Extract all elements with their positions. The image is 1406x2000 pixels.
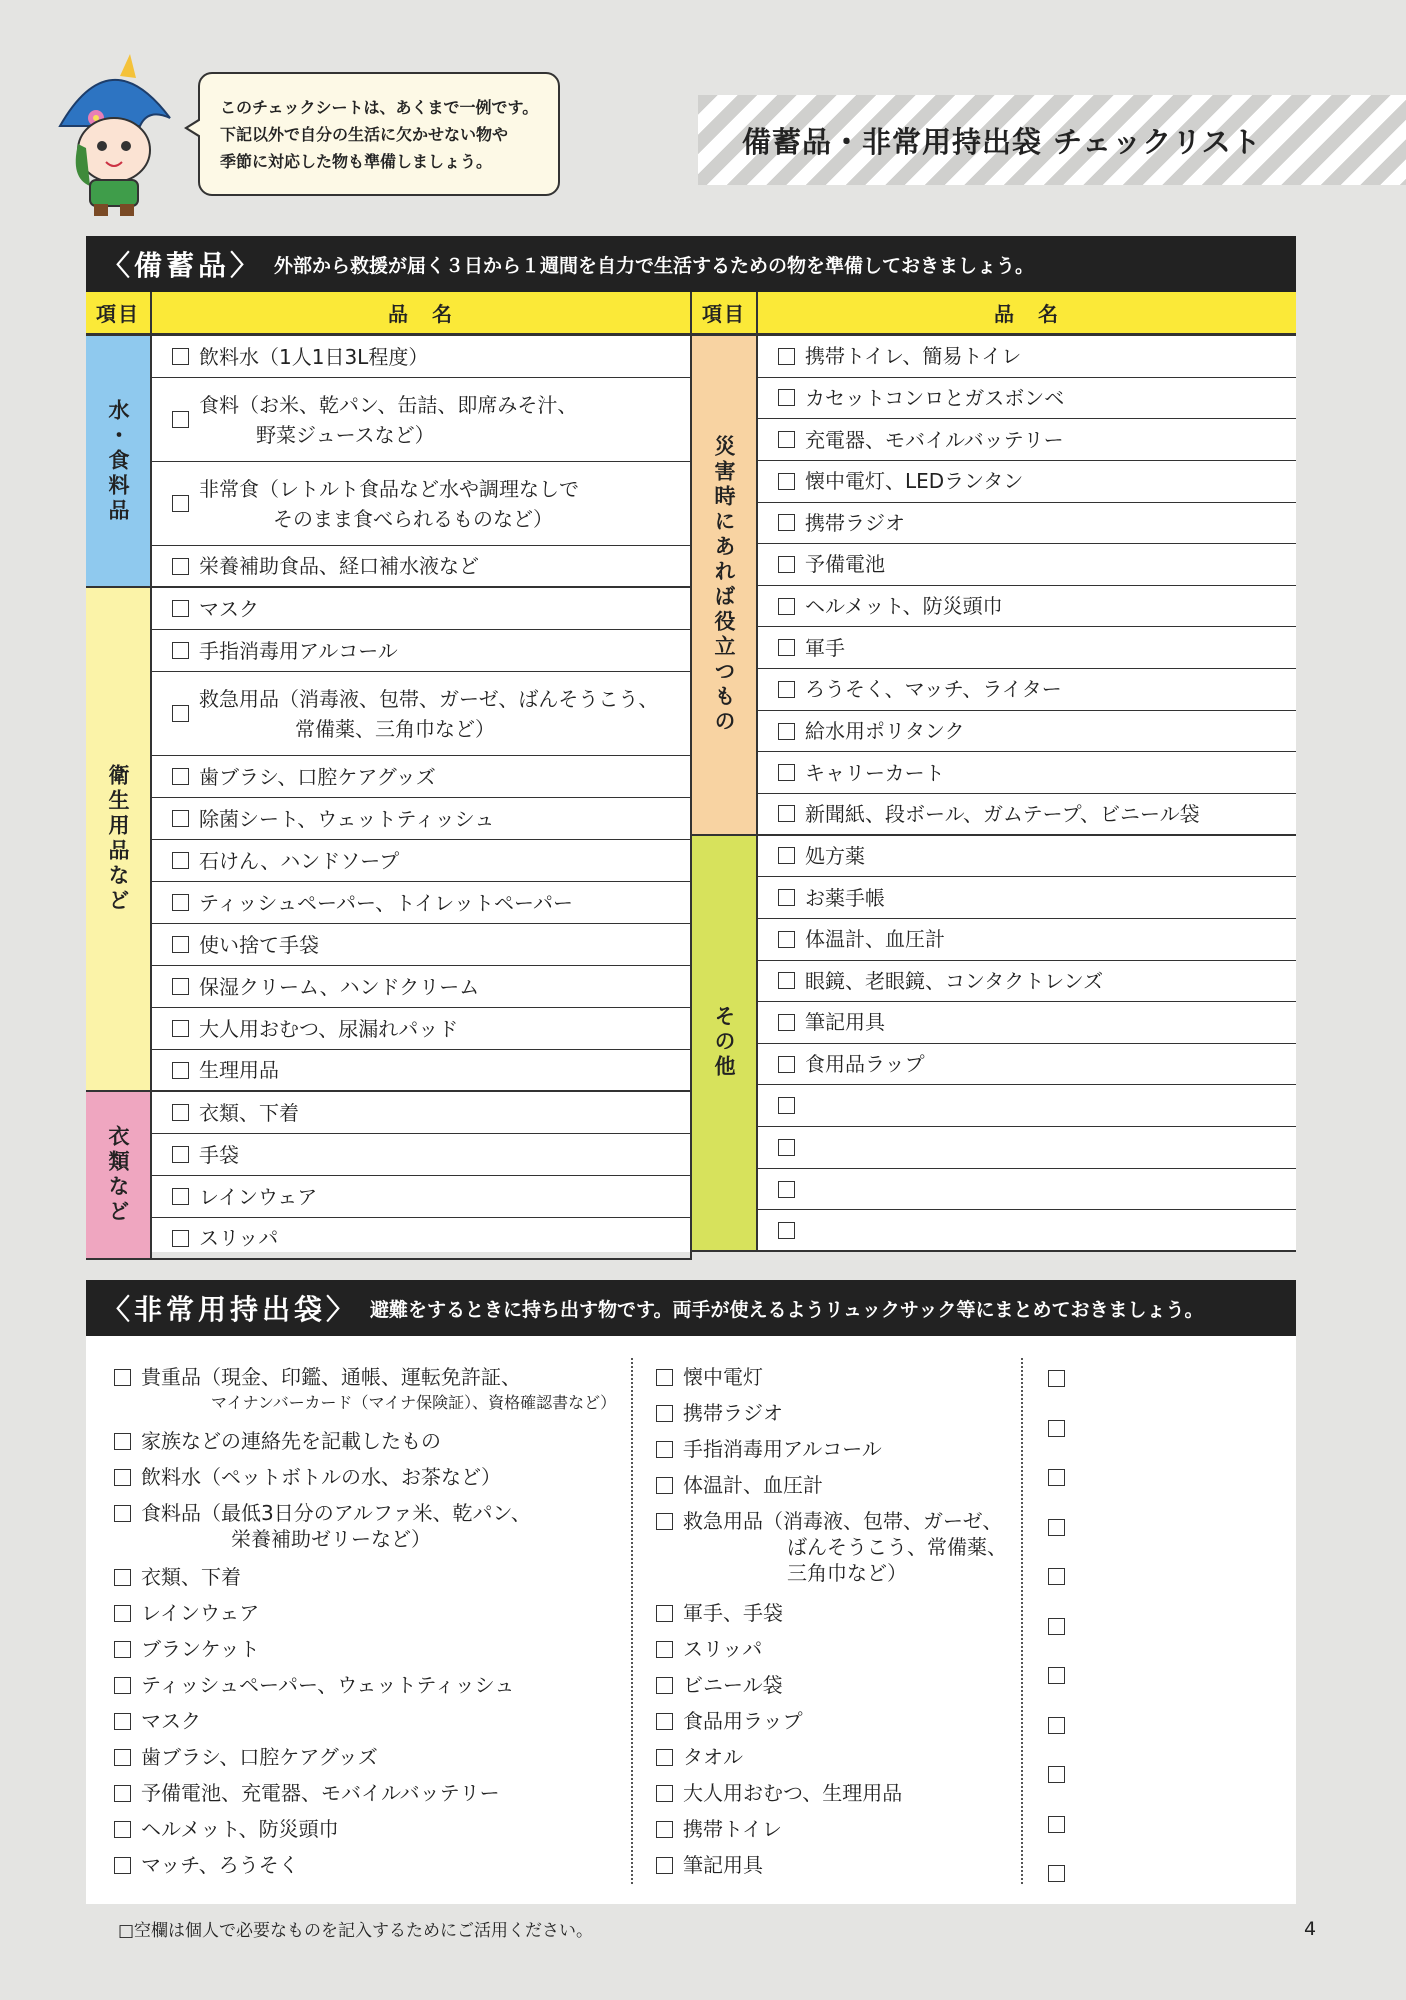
checklist-row [152, 1134, 692, 1176]
item-label-line: 予備電池、充電器、モバイルバッテリー [141, 1781, 500, 1805]
item-label-line: マスク [199, 596, 259, 621]
checklist-row [758, 877, 1296, 919]
category-label: 衛生用品など [106, 764, 130, 914]
checkbox[interactable] [778, 389, 795, 406]
checklist-item [656, 1816, 782, 1842]
checkbox[interactable] [172, 600, 189, 617]
item-label-line: ティッシュペーパー、トイレットペーパー [199, 890, 573, 915]
item-label [141, 1428, 441, 1454]
speech-bubble [198, 72, 560, 196]
item-label-line: ビニール袋 [683, 1673, 783, 1697]
item-label-line: 携帯トイレ [683, 1817, 782, 1841]
checklist-item [114, 1564, 241, 1590]
item-label-line: 救急用品（消毒液、包帯、ガーゼ、ばんそうこう、 [199, 686, 659, 711]
checkbox[interactable] [172, 348, 189, 365]
item-label [683, 1780, 902, 1806]
page-title: 備蓄品・非常用持出袋 チェックリスト [742, 125, 1262, 159]
item-label [199, 1014, 458, 1044]
item-label [141, 1780, 500, 1806]
item-label [141, 1500, 531, 1552]
checklist-item [656, 1400, 783, 1426]
item-label [683, 1852, 763, 1878]
item-label-line: 石けん、ハンドソープ [199, 848, 400, 873]
checklist-row [758, 794, 1296, 836]
item-label-line: 家族などの連絡先を記載したもの [141, 1429, 441, 1453]
item-label-line: 保湿クリーム、ハンドクリーム [199, 974, 480, 999]
blank-checkbox[interactable] [1048, 1469, 1065, 1486]
item-label [199, 636, 398, 666]
checklist-item [656, 1672, 783, 1698]
checklist-row [758, 461, 1296, 503]
item-label [683, 1744, 743, 1770]
item-label [141, 1708, 201, 1734]
item-label-line: そのまま食べられるものなど） [273, 506, 553, 531]
item-label-line: 常備薬、三角巾など） [295, 716, 495, 741]
item-label [199, 972, 479, 1002]
checklist-row [152, 1050, 692, 1092]
checklist-row [152, 546, 692, 588]
checkbox[interactable] [114, 1433, 131, 1450]
item-label-line: 栄養補助食品、経口補水液など [199, 554, 479, 578]
checkbox[interactable] [656, 1441, 673, 1458]
checklist-row [152, 756, 692, 798]
col-header-item-right: 項目 [692, 292, 758, 336]
emergency-bag-description: 避難をするときに持ち出す物です。両手が使えるようリュックサック等にまとめておきましょう。 [370, 1298, 1204, 1321]
checkbox[interactable] [114, 1749, 131, 1766]
category-other [692, 836, 758, 1252]
item-label [683, 1364, 763, 1390]
category-label: 水・食料品 [106, 398, 130, 524]
item-label-line: レインウェア [199, 1184, 318, 1209]
checklist-item [114, 1464, 501, 1490]
checklist-item [114, 1852, 299, 1878]
checkbox[interactable] [656, 1641, 673, 1658]
item-label-line: 非常食（レトルト食品など水や調理なしで [199, 476, 579, 501]
checkbox[interactable] [114, 1505, 131, 1522]
checklist-row [152, 1008, 692, 1050]
checklist-row [758, 1210, 1296, 1252]
item-label-line: 除菌シート、ウェットティッシュ [199, 806, 495, 831]
checklist-row [152, 378, 692, 462]
checkbox[interactable] [656, 1477, 673, 1494]
item-label: 食用品ラップ [805, 1052, 925, 1077]
item-label: 新聞紙、段ボール、ガムテープ、ビニール袋 [805, 801, 1200, 826]
checklist-item [114, 1500, 531, 1552]
item-label [199, 1223, 278, 1253]
item-label: ろうそく、マッチ、ライター [805, 677, 1062, 702]
checkbox[interactable] [114, 1641, 131, 1658]
item-label-line: 食料品（最低3日分のアルファ米、乾パン、 [141, 1501, 531, 1525]
checkbox[interactable] [172, 1104, 189, 1121]
item-label: 眼鏡、老眼鏡、コンタクトレンズ [805, 968, 1104, 993]
checkbox[interactable] [656, 1605, 673, 1622]
category-label: 災害時にあれば役立つもの [712, 434, 736, 735]
checkbox[interactable] [656, 1405, 673, 1422]
checklist-row [152, 1218, 692, 1260]
checkbox[interactable] [778, 1097, 795, 1114]
checklist-row [758, 836, 1296, 878]
item-label-line: 貴重品（現金、印鑑、通帳、運転免許証、 [141, 1365, 521, 1389]
item-label-line: 飲料水（ペットボトルの水、お茶など） [141, 1465, 501, 1489]
checkbox[interactable] [172, 495, 189, 512]
item-label-line: 衣類、下着 [199, 1100, 299, 1125]
checklist-row [758, 1127, 1296, 1169]
dotted-divider [1021, 1358, 1023, 1884]
checklist-item [656, 1852, 763, 1878]
checkbox[interactable] [172, 768, 189, 785]
item-label: 軍手 [805, 635, 845, 660]
item-label-line: 衣類、下着 [141, 1565, 241, 1589]
checklist-row [758, 503, 1296, 545]
item-label [683, 1400, 783, 1426]
checklist-row [758, 1085, 1296, 1127]
checkbox[interactable] [172, 810, 189, 827]
stockpile-section-header [86, 236, 1296, 292]
checkbox[interactable] [778, 931, 795, 948]
checkbox[interactable] [114, 1677, 131, 1694]
item-label-line: 手袋 [199, 1142, 239, 1167]
checklist-row [152, 840, 692, 882]
item-label [199, 762, 436, 792]
checkbox[interactable] [656, 1369, 673, 1386]
checkbox[interactable] [778, 348, 795, 365]
item-label [141, 1852, 299, 1878]
checkbox[interactable] [172, 1146, 189, 1163]
checklist-item [114, 1672, 514, 1698]
checklist-item [656, 1508, 1007, 1586]
item-label [199, 390, 577, 450]
item-label [199, 1055, 279, 1085]
blank-checkbox[interactable] [1048, 1420, 1065, 1437]
checkbox[interactable] [778, 972, 795, 989]
checklist-item [114, 1780, 500, 1806]
item-label-line: タオル [683, 1745, 743, 1769]
checkbox[interactable] [778, 805, 795, 822]
checklist-item [656, 1708, 803, 1734]
checklist-row [152, 966, 692, 1008]
checklist-item [114, 1816, 339, 1842]
item-label-line: 使い捨て手袋 [199, 932, 319, 957]
checkbox[interactable] [778, 639, 795, 656]
checklist-item [114, 1428, 441, 1454]
item-label-line: レインウェア [141, 1601, 260, 1625]
checklist-row [758, 336, 1296, 378]
checkbox[interactable] [114, 1469, 131, 1486]
item-label [141, 1744, 378, 1770]
item-label-line: マッチ、ろうそく [141, 1853, 299, 1877]
checklist-row [758, 1002, 1296, 1044]
checkbox[interactable] [172, 1062, 189, 1079]
speech-line: 下記以外で自分の生活に欠かせない物や [220, 125, 509, 144]
item-label-line: ブランケット [141, 1637, 260, 1661]
checkbox[interactable] [778, 1014, 795, 1031]
checklist-row [758, 669, 1296, 711]
item-label-line: 三角巾など） [787, 1561, 907, 1585]
blank-checkbox[interactable] [1048, 1766, 1065, 1783]
checkbox[interactable] [114, 1857, 131, 1874]
col-header-item-left: 項目 [86, 292, 152, 336]
item-label [199, 1182, 317, 1212]
item-label-line: 懐中電灯 [683, 1365, 763, 1389]
item-label [683, 1436, 882, 1462]
stockpile-table [86, 292, 1296, 1252]
checklist-item [114, 1600, 259, 1626]
mascot-illustration [50, 48, 180, 218]
stockpile-description: 外部から救援が届く３日から１週間を自力で生活するための物を準備しておきましょう。 [274, 254, 1035, 277]
item-label [683, 1708, 803, 1734]
blank-checkbox[interactable] [1048, 1568, 1065, 1585]
category-useful-in-disaster [692, 336, 758, 836]
category-label: その他 [712, 1005, 736, 1081]
item-label [199, 551, 479, 581]
checkbox[interactable] [172, 852, 189, 869]
checklist-row [152, 336, 692, 378]
item-label: 充電器、モバイルバッテリー [805, 427, 1064, 452]
checkbox[interactable] [778, 681, 795, 698]
blank-checkbox[interactable] [1048, 1667, 1065, 1684]
item-label-line: 大人用おむつ、尿漏れパッド [199, 1016, 459, 1041]
item-label-line: 携帯ラジオ [683, 1401, 783, 1425]
item-label-line: 軍手、手袋 [683, 1601, 783, 1625]
checklist-row [152, 672, 692, 756]
item-label: 携帯ラジオ [805, 510, 905, 535]
checkbox[interactable] [172, 1230, 189, 1247]
blank-checkbox[interactable] [1048, 1816, 1065, 1833]
checkbox[interactable] [778, 1181, 795, 1198]
item-label: ヘルメット、防災頭巾 [805, 594, 1003, 619]
item-label-line: 大人用おむつ、生理用品 [683, 1781, 903, 1805]
dotted-divider [631, 1358, 633, 1884]
category-food-water [86, 336, 152, 588]
blank-checkbox[interactable] [1048, 1717, 1065, 1734]
item-label [199, 342, 428, 372]
item-label-line: 歯ブラシ、口腔ケアグッズ [199, 764, 436, 789]
checklist-row [758, 378, 1296, 420]
blank-checkbox[interactable] [1048, 1618, 1065, 1635]
item-label-line: 野菜ジュースなど） [256, 422, 435, 447]
checklist-item [114, 1636, 260, 1662]
checklist-row [758, 752, 1296, 794]
checkbox[interactable] [172, 642, 189, 659]
checklist-row [152, 462, 692, 546]
checklist-row [758, 419, 1296, 461]
item-label [683, 1672, 783, 1698]
item-label-line: 食品用ラップ [683, 1709, 803, 1733]
item-label [683, 1472, 823, 1498]
item-label-line: 生理用品 [199, 1058, 279, 1082]
checklist-row [758, 961, 1296, 1003]
item-label-line: スリッパ [683, 1637, 763, 1661]
col-header-name-left: 品 名 [152, 292, 692, 336]
footnote: □空欄は個人で必要なものを記入するためにご活用ください。 [118, 1921, 594, 1941]
item-label: 携帯トイレ、簡易トイレ [805, 344, 1022, 369]
item-label [141, 1600, 259, 1626]
checklist-item [114, 1744, 378, 1770]
checkbox[interactable] [172, 558, 189, 575]
checkbox[interactable] [656, 1749, 673, 1766]
stockpile-title: 〈備蓄品〉 [102, 249, 263, 282]
item-label [199, 846, 399, 876]
item-label-line: 体温計、血圧計 [683, 1473, 823, 1497]
checklist-item [656, 1600, 783, 1626]
checklist-row [152, 630, 692, 672]
item-label [199, 1140, 239, 1170]
checkbox[interactable] [778, 723, 795, 740]
checkbox[interactable] [656, 1713, 673, 1730]
item-label-line: 歯ブラシ、口腔ケアグッズ [141, 1745, 378, 1769]
item-label [199, 1098, 299, 1128]
checkbox[interactable] [114, 1785, 131, 1802]
checkbox[interactable] [172, 705, 189, 722]
checklist-row [152, 1176, 692, 1218]
blank-checkbox[interactable] [1048, 1865, 1065, 1882]
item-label [141, 1816, 339, 1842]
checklist-row [152, 798, 692, 840]
checklist-item [656, 1780, 902, 1806]
checkbox[interactable] [778, 1139, 795, 1156]
checkbox[interactable] [778, 1056, 795, 1073]
item-label [141, 1364, 616, 1416]
checkbox[interactable] [778, 764, 795, 781]
item-label: 懐中電灯、LEDランタン [805, 469, 1024, 494]
checkbox[interactable] [172, 411, 189, 428]
blank-checkbox[interactable] [1048, 1519, 1065, 1536]
item-label-line: ばんそうこう、常備薬、 [787, 1535, 1007, 1559]
col-header-name-right: 品 名 [758, 292, 1296, 336]
checkbox[interactable] [172, 1188, 189, 1205]
item-label-line: 救急用品（消毒液、包帯、ガーゼ、 [683, 1509, 1003, 1533]
item-label-line: ヘルメット、防災頭巾 [141, 1817, 339, 1841]
checkbox[interactable] [656, 1821, 673, 1838]
item-label [141, 1636, 260, 1662]
item-label [141, 1672, 514, 1698]
checklist-item [656, 1744, 743, 1770]
checkbox[interactable] [656, 1785, 673, 1802]
checklist-row [758, 919, 1296, 961]
item-label [683, 1508, 1007, 1586]
checkbox[interactable] [172, 1020, 189, 1037]
checklist-row [758, 586, 1296, 628]
category-label: 衣類など [106, 1125, 130, 1225]
blank-checkbox[interactable] [1048, 1370, 1065, 1387]
checklist-row [152, 924, 692, 966]
item-label-line: スリッパ [199, 1226, 279, 1250]
checkbox[interactable] [778, 514, 795, 531]
checklist-row [758, 1169, 1296, 1211]
item-label [199, 930, 319, 960]
item-label-line: 筆記用具 [683, 1853, 763, 1877]
item-label-line: マイナンバーカード（マイナ保険証）、資格確認書など） [211, 1393, 617, 1412]
checkbox[interactable] [778, 1222, 795, 1239]
category-clothing [86, 1092, 152, 1260]
checklist-item [656, 1364, 763, 1390]
item-label-line: 飲料水（1人1日3L程度） [199, 344, 429, 369]
checklist-row [152, 588, 692, 630]
item-label [141, 1564, 241, 1590]
item-label-line: 栄養補助ゼリーなど） [231, 1527, 431, 1551]
checklist-item [656, 1636, 762, 1662]
item-label-line: マスク [141, 1709, 201, 1733]
item-label-line: 食料（お米、乾パン、缶詰、即席みそ汁、 [199, 392, 578, 417]
item-label [683, 1636, 762, 1662]
item-label: 予備電池 [805, 552, 885, 577]
item-label [199, 804, 494, 834]
item-label: 給水用ポリタンク [805, 719, 965, 744]
checklist-item [656, 1436, 882, 1462]
item-label [199, 594, 259, 624]
checkbox[interactable] [656, 1677, 673, 1694]
checkbox[interactable] [172, 894, 189, 911]
speech-line: 季節に対応した物も準備しましょう。 [220, 152, 493, 171]
item-label [683, 1816, 782, 1842]
emergency-bag-list [86, 1336, 1296, 1904]
category-hygiene [86, 588, 152, 1092]
item-label [199, 474, 579, 534]
checklist-item [114, 1364, 616, 1416]
checkbox[interactable] [172, 936, 189, 953]
checklist-row [758, 711, 1296, 753]
item-label-line: ティッシュペーパー、ウェットティッシュ [141, 1673, 515, 1697]
checkbox[interactable] [114, 1369, 131, 1386]
checkbox[interactable] [778, 598, 795, 615]
item-label: お薬手帳 [805, 885, 885, 910]
emergency-bag-title: 〈非常用持出袋〉 [102, 1293, 359, 1326]
checklist-row [758, 544, 1296, 586]
item-label [199, 888, 573, 918]
checklist-item [114, 1708, 201, 1734]
item-label: 筆記用具 [805, 1010, 885, 1035]
checkbox[interactable] [114, 1605, 131, 1622]
checkbox[interactable] [778, 431, 795, 448]
item-label-line: 手指消毒用アルコール [683, 1437, 882, 1461]
item-label-line: 手指消毒用アルコール [199, 638, 398, 663]
speech-line: このチェックシートは、あくまで一例です。 [220, 98, 539, 117]
item-label: 処方薬 [805, 843, 865, 868]
checklist-item [656, 1472, 823, 1498]
item-label: カセットコンロとガスボンベ [805, 385, 1065, 410]
checkbox[interactable] [778, 556, 795, 573]
checkbox[interactable] [656, 1857, 673, 1874]
item-label [141, 1464, 501, 1490]
checklist-row [152, 882, 692, 924]
page-number: 4 [1304, 1918, 1317, 1940]
item-label [199, 684, 658, 744]
checkbox[interactable] [114, 1821, 131, 1838]
checkbox[interactable] [114, 1569, 131, 1586]
checkbox[interactable] [778, 847, 795, 864]
checkbox[interactable] [172, 978, 189, 995]
item-label: 体温計、血圧計 [805, 927, 945, 952]
item-label [683, 1600, 783, 1626]
checklist-row [758, 627, 1296, 669]
emergency-bag-section-header [86, 1280, 1296, 1336]
checklist-row [152, 1092, 692, 1134]
checkbox[interactable] [778, 473, 795, 490]
checkbox[interactable] [656, 1513, 673, 1530]
item-label: キャリーカート [805, 760, 945, 785]
checkbox[interactable] [114, 1713, 131, 1730]
checkbox[interactable] [778, 889, 795, 906]
checklist-row [758, 1044, 1296, 1086]
